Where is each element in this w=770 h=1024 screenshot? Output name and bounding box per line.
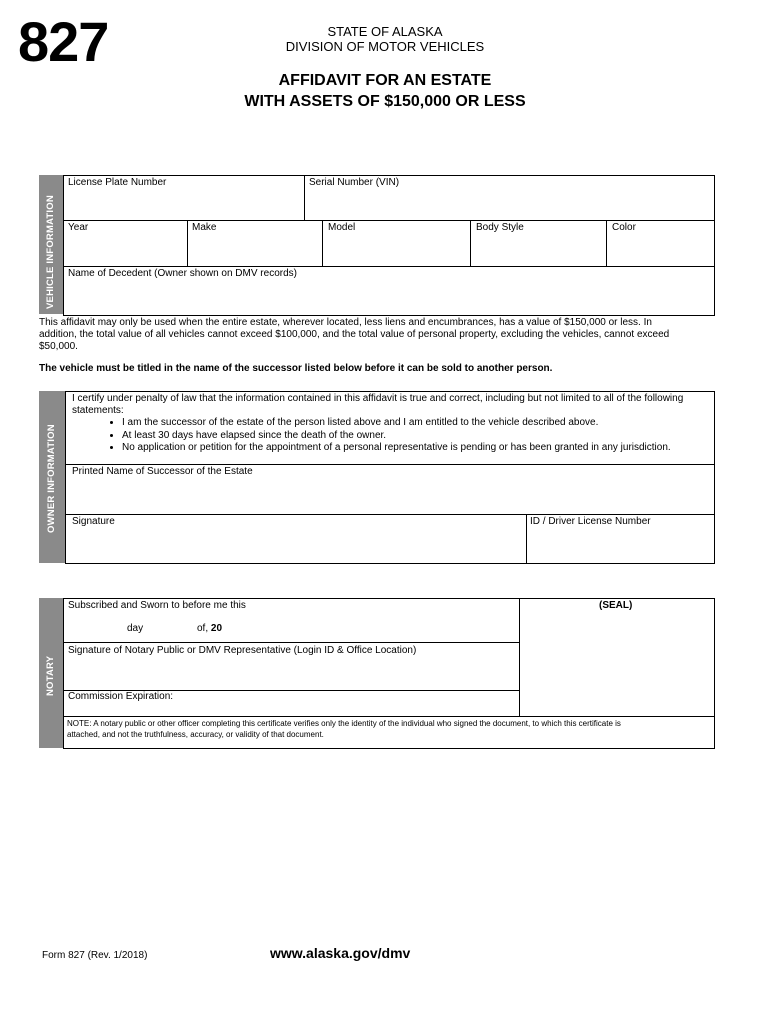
successor-signature-field[interactable] <box>66 515 525 562</box>
dmv-website-link[interactable]: www.alaska.gov/dmv <box>270 945 411 961</box>
of-label: of, <box>197 623 209 634</box>
make-field[interactable] <box>188 221 321 265</box>
note-line-2: attached, and not the truthfulness, accuracy, or validity of that document. <box>67 729 324 739</box>
notice-line-1: This affidavit may only be used when the entire estate, wherever located, less liens and encumbrances, has a value of $150,000 or less. In <box>39 317 652 328</box>
notice-line-3: $50,000. <box>39 341 78 352</box>
title-requirement-notice: The vehicle must be titled in the name of the successor listed below before it can be sold to another person. <box>39 363 553 374</box>
day-label: day <box>127 623 144 634</box>
body-style-field[interactable] <box>471 221 605 265</box>
decedent-label: Name of Decedent (Owner shown on DMV records) <box>68 268 297 279</box>
note-line-1: NOTE: A notary public or other officer completing this certificate verifies only the identity of the individual who signed the document, to which this certificate is <box>67 719 621 728</box>
notary-signature-field[interactable] <box>64 643 519 689</box>
model-field[interactable] <box>323 221 469 265</box>
model-label: Model <box>328 222 356 233</box>
agency-heading <box>270 24 500 54</box>
notice-line-2: addition, the total value of all vehicles cannot exceed $100,000, and the total value of personal property, excluding the vehicles, cannot exceed <box>39 329 670 340</box>
signature-label: Signature <box>72 516 115 527</box>
year-prefix: 20 <box>210 623 223 634</box>
form-number: 827 <box>18 10 109 73</box>
certify-line-2: statements: <box>72 405 124 416</box>
sworn-label: Subscribed and Sworn to before me this <box>68 600 246 611</box>
title-line-1: AFFIDAVIT FOR AN ESTATE <box>278 72 492 89</box>
make-label: Make <box>192 222 217 233</box>
form-revision: Form 827 (Rev. 1/2018) <box>42 950 148 961</box>
title-line-2: WITH ASSETS OF $150,000 OR LESS <box>244 93 526 110</box>
commission-expiration-field[interactable] <box>64 691 519 715</box>
vin-field[interactable] <box>305 176 713 219</box>
certification-bullets <box>72 417 712 455</box>
printed-name-label: Printed Name of Successor of the Estate <box>72 466 253 477</box>
year-label: Year <box>68 222 89 233</box>
notary-side-label: NOTARY <box>45 655 56 696</box>
owner-side-label: OWNER INFORMATION <box>46 424 57 533</box>
bullet-successor: • I am the successor of the estate of the person listed above and I am entitled to the vehicle described above. <box>122 417 712 430</box>
license-plate-field[interactable] <box>64 176 303 219</box>
vehicle-side-label: VEHICLE INFORMATION <box>45 195 56 309</box>
license-plate-label: License Plate Number <box>68 177 167 188</box>
form-title <box>170 70 600 112</box>
bullet-30-days: • At least 30 days have elapsed since the death of the owner. <box>122 430 712 443</box>
vehicle-side-bar <box>39 175 63 314</box>
notary-signature-label: Signature of Notary Public or DMV Representative (Login ID & Office Location) <box>68 645 417 656</box>
state-name: STATE OF ALASKA <box>327 24 443 39</box>
seal-label: (SEAL) <box>599 600 633 611</box>
color-label: Color <box>612 222 636 233</box>
commission-label: Commission Expiration: <box>68 691 174 702</box>
id-license-label: ID / Driver License Number <box>530 516 651 527</box>
printed-name-field[interactable] <box>66 465 713 513</box>
decedent-name-field[interactable] <box>64 267 713 313</box>
bullet-no-petition: • No application or petition for the appointment of a personal representative is pending or has been granted in any jurisdiction. <box>122 442 712 455</box>
certify-line-1: I certify under penalty of law that the information contained in this affidavit is true and correct, including but not limited to all of the following <box>72 393 684 404</box>
notary-note <box>67 719 711 740</box>
certification-statement <box>72 393 712 455</box>
vin-label: Serial Number (VIN) <box>309 177 400 188</box>
eligibility-notice <box>39 317 719 353</box>
owner-side-bar <box>39 391 65 563</box>
date-of-line <box>197 623 222 635</box>
notary-side-bar <box>39 598 63 748</box>
body-style-label: Body Style <box>476 222 524 233</box>
year-field[interactable] <box>64 221 186 265</box>
id-license-field[interactable] <box>527 515 713 562</box>
color-field[interactable] <box>607 221 713 265</box>
division-name: DIVISION OF MOTOR VEHICLES <box>285 39 485 54</box>
